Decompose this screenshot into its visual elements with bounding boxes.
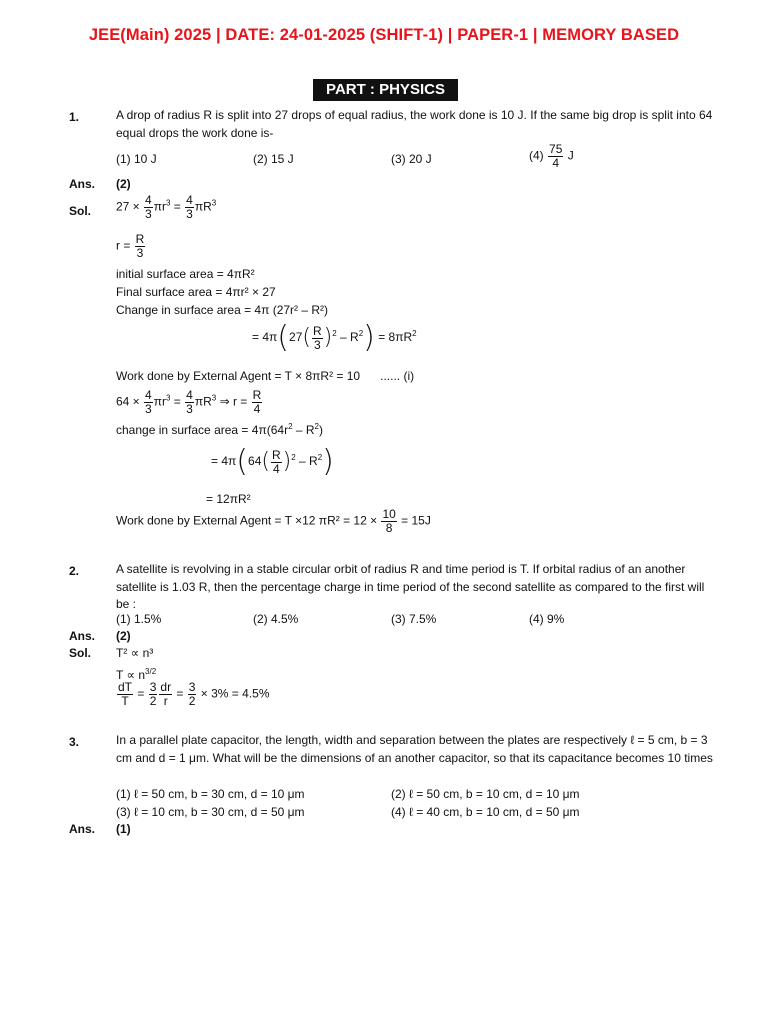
q2-option-4: (4) 9% — [529, 612, 565, 626]
q1-answer-label: Ans. — [69, 177, 96, 191]
q1-sol-work2: Work done by External Agent = T ×12 πR² = 12 × $\frac{10}{8}$ = 15J — [116, 507, 431, 535]
q1-sol-eq2: r = $\frac{R}{3}$ — [116, 232, 145, 260]
q1-option-4 — [529, 143, 574, 170]
q1-option-4-unit: J — [567, 148, 574, 163]
question-1-text: A drop of radius R is split into 27 drops of equal radius, the work done is 10 J. If the same big drop is split into 64 equal drops the work done is- — [116, 108, 713, 140]
q2-sol-eq: $\frac{dT}{T}$ = $\frac{3}{2}$ $\frac{dr}{r}$ = $\frac{3}{2}$ × 3% = 4.5% — [118, 680, 270, 708]
question-2-number: 2. — [69, 564, 80, 578]
q1-option-4-fraction: $\frac{75}{4}$ — [549, 142, 563, 170]
q1-sol-eq5: = 4π(64( $\frac{R}{4}$ )$^2 - R^2$) — [211, 444, 334, 479]
q3-option-4: (4) ℓ = 40 cm, b = 10 cm, d = 50 μm — [391, 805, 580, 819]
q3-answer: (1) — [116, 822, 131, 836]
q3-option-2: (2) ℓ = 50 cm, b = 10 cm, d = 10 μm — [391, 787, 580, 801]
q1-option-4-label: (4) — [529, 148, 544, 163]
question-2-text: A satellite is revolving in a stable circular orbit of radius R and time period is T. If orbital radius of an another satellite is 1.03 R, then the percentage charge in time period of the second satellite as compared to the first will be : — [116, 562, 705, 611]
page-header: JEE(Main) 2025 | DATE: 24-01-2025 (SHIFT-1) | PAPER-1 | MEMORY BASED — [88, 26, 680, 44]
q3-option-1: (1) ℓ = 50 cm, b = 30 cm, d = 10 μm — [116, 787, 305, 801]
q1-option-3: (3) 20 J — [391, 152, 432, 166]
q2-option-3: (3) 7.5% — [391, 612, 437, 626]
q1-answer: (2) — [116, 177, 131, 191]
q1-sol-eq4: 64 × $\frac{4}{3}$ $\pi r^3$ = $\frac{4}{3}$ $\pi R^3$ ⇒ r = $\frac{R}{4}$ — [116, 388, 262, 416]
q2-answer-label: Ans. — [69, 629, 96, 643]
q1-sol-initial-area: initial surface area = 4πR² — [116, 267, 255, 281]
q1-sol-work1: Work done by External Agent = T × 8πR² = 10 ...... (i) — [116, 369, 415, 383]
question-3-text: In a parallel plate capacitor, the length, width and separation between the plates are respectively ℓ = 5 cm, b = 3 cm and d = 1 μm. What will be the dimensions of an another capacitor, so that its capacitance becomes 10 times — [116, 733, 713, 765]
q1-sol-eq3: = 4π(27( $\frac{R}{3}$ )$^2 - R^2) = 8\pi R^2$ — [252, 320, 417, 355]
q2-answer: (2) — [116, 629, 131, 643]
q2-option-1: (1) 1.5% — [116, 612, 162, 626]
part-title: PART : PHYSICS — [313, 79, 458, 101]
q1-sol-change-area: Change in surface area = 4π (27r² – R²) — [116, 303, 329, 317]
q1-sol-final-area: Final surface area = 4πr² × 27 — [116, 285, 276, 299]
q1-sol-change2: change in surface area = $4\pi(64r^2 - R^2)$ — [116, 422, 323, 437]
q3-option-3: (3) ℓ = 10 cm, b = 30 cm, d = 50 μm — [116, 805, 305, 819]
question-1-number: 1. — [69, 110, 80, 124]
q1-solution-label: Sol. — [69, 204, 92, 218]
q2-sol-line1: T² ∝ n³ — [116, 646, 154, 660]
q2-option-2: (2) 4.5% — [253, 612, 299, 626]
q1-sol-result2: = 12πR² — [206, 492, 251, 506]
q1-option-1: (1) 10 J — [116, 152, 157, 166]
q2-sol-line2: $T \propto n^{3/2}$ — [116, 667, 157, 682]
q3-answer-label: Ans. — [69, 822, 96, 836]
q1-option-2: (2) 15 J — [253, 152, 294, 166]
q2-solution-label: Sol. — [69, 646, 92, 660]
q1-sol-eq1: 27 × $\frac{4}{3}$ $\pi r^3$ = $\frac{4}{3}$ $\pi R^3$ — [116, 193, 217, 221]
question-3-number: 3. — [69, 735, 80, 749]
